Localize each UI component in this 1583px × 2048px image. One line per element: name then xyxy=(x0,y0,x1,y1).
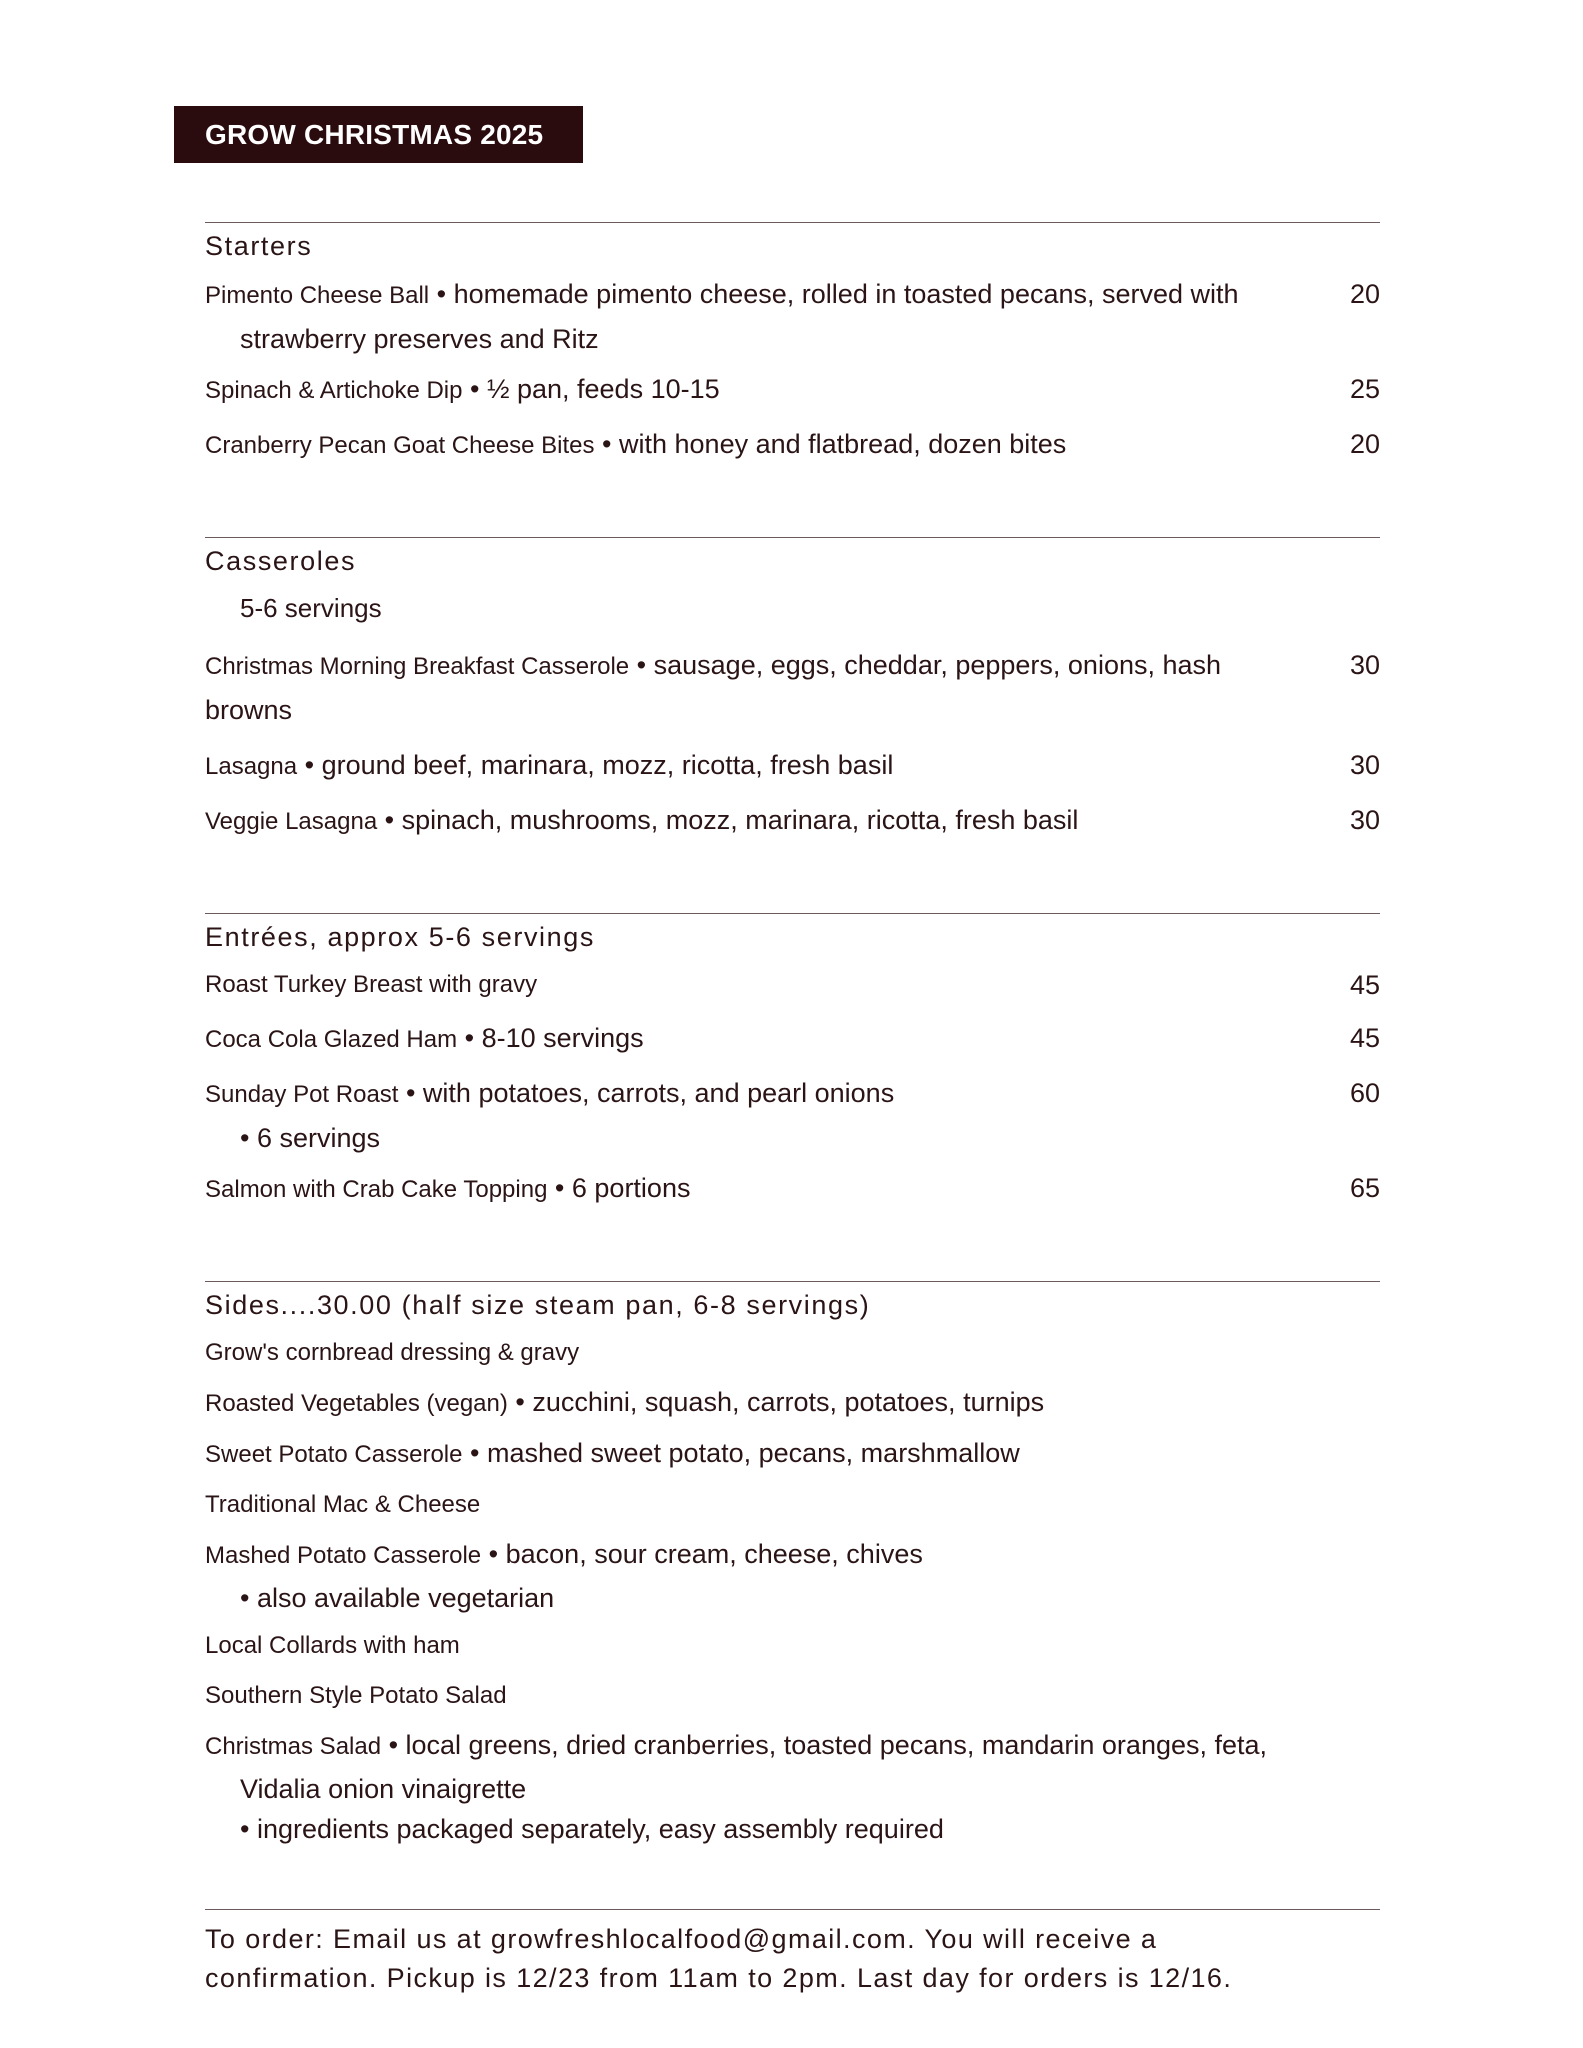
menu-item: Mashed Potato Casserole • bacon, sour cream, cheese, chives • also available vegetarian xyxy=(205,1535,1380,1618)
item-description: homemade pimento cheese, rolled in toasted pecans, served with xyxy=(453,279,1239,309)
item-description: sausage, eggs, cheddar, peppers, onions, hash browns xyxy=(205,650,1222,725)
item-description: ground beef, marinara, mozz, ricotta, fresh basil xyxy=(321,750,894,780)
item-description: spinach, mushrooms, mozz, marinara, ricotta, fresh basil xyxy=(401,805,1079,835)
item-description: with honey and flatbread, dozen bites xyxy=(619,429,1067,459)
menu-item: Salmon with Crab Cake Topping • 6 portions 65 xyxy=(205,1168,1380,1213)
item-description: mashed sweet potato, pecans, marshmallow xyxy=(486,1438,1020,1468)
item-price: 30 xyxy=(1349,750,1380,780)
item-description: 8-10 servings xyxy=(481,1023,644,1053)
item-extra: Vidalia onion vinaigrette xyxy=(240,1774,527,1804)
item-name: Veggie Lasagna xyxy=(205,808,378,835)
item-name: Roasted Vegetables (vegan) xyxy=(205,1390,508,1417)
menu-item: Cranberry Pecan Goat Cheese Bites • with honey and flatbread, dozen bites 20 xyxy=(205,424,1380,469)
item-name: Lasagna xyxy=(205,753,298,780)
menu-item xyxy=(205,1485,1380,1527)
item-price: 45 xyxy=(1349,1023,1380,1053)
item-name: Sunday Pot Roast xyxy=(205,1081,399,1108)
menu-item xyxy=(205,965,1380,1008)
item-description: with potatoes, carrots, and pearl onions xyxy=(422,1078,895,1108)
item-name: Grow's cornbread dressing & gravy xyxy=(205,1339,580,1366)
item-extra: strawberry preserves and Ritz xyxy=(240,324,599,354)
item-extra: • 6 servings xyxy=(240,1123,381,1153)
menu-item: Pimento Cheese Ball • homemade pimento cheese, rolled in toasted pecans, served with strawberry preserves and Ritz 20 xyxy=(205,274,1380,359)
section-starters xyxy=(205,222,1380,469)
menu-item xyxy=(205,1333,1380,1375)
menu-item: Sweet Potato Casserole • mashed sweet potato, pecans, marshmallow xyxy=(205,1438,1020,1468)
item-name: Christmas Morning Breakfast Casserole xyxy=(205,653,630,680)
item-extra: • ingredients packaged separately, easy assembly required xyxy=(240,1814,944,1844)
item-name: Southern Style Potato Salad xyxy=(205,1682,507,1709)
item-price: 20 xyxy=(1349,429,1380,459)
item-extra: • also available vegetarian xyxy=(240,1583,555,1613)
menu-item xyxy=(205,1676,1380,1718)
menu-item: Veggie Lasagna • spinach, mushrooms, mozz, marinara, ricotta, fresh basil 30 xyxy=(205,800,1380,845)
item-price: 45 xyxy=(1349,970,1380,1000)
item-description: local greens, dried cranberries, toasted pecans, mandarin oranges, feta, xyxy=(405,1730,1268,1760)
menu-item: Sunday Pot Roast • with potatoes, carrots, and pearl onions • 6 servings 60 xyxy=(205,1073,1380,1158)
item-name: Traditional Mac & Cheese xyxy=(205,1491,481,1518)
menu-item: Lasagna • ground beef, marinara, mozz, ricotta, fresh basil 30 xyxy=(205,745,1380,790)
order-note-line: confirmation. Pickup is 12/23 from 11am to 2pm. Last day for orders is 12/16. xyxy=(205,1963,1233,1993)
menu-item: Roasted Vegetables (vegan) • zucchini, squash, carrots, potatoes, turnips xyxy=(205,1387,1045,1417)
section-title: Starters xyxy=(205,231,313,261)
section-sides xyxy=(205,1281,1380,1849)
item-description: ½ pan, feeds 10-15 xyxy=(486,374,720,404)
item-price: 20 xyxy=(1349,279,1380,309)
menu-item: Christmas Morning Breakfast Casserole • sausage, eggs, cheddar, peppers, onions, hash browns 30 xyxy=(205,645,1380,735)
section-note: 5-6 servings xyxy=(240,593,382,623)
menu-content xyxy=(205,222,1380,1998)
item-name: Local Collards with ham xyxy=(205,1632,460,1659)
order-instructions xyxy=(205,1909,1380,1998)
menu-item xyxy=(205,1626,1380,1668)
item-price: 25 xyxy=(1349,374,1380,404)
menu-title: GROW CHRISTMAS 2025 xyxy=(174,106,583,163)
menu-item: Coca Cola Glazed Ham • 8-10 servings 45 xyxy=(205,1018,1380,1063)
menu-item: Christmas Salad • local greens, dried cranberries, toasted pecans, mandarin oranges, feta, Vidalia onion vinaigrette • ingredients packaged separately, easy assembly required xyxy=(205,1726,1380,1849)
item-price: 30 xyxy=(1349,650,1380,680)
order-note-line: To order: Email us at growfreshlocalfood@gmail.com. You will receive a xyxy=(205,1924,1158,1954)
section-entrees xyxy=(205,913,1380,1213)
item-price: 30 xyxy=(1349,805,1380,835)
item-name: Coca Cola Glazed Ham xyxy=(205,1026,458,1053)
section-title: Sides....30.00 (half size steam pan, 6-8 servings) xyxy=(205,1290,871,1320)
item-name: Cranberry Pecan Goat Cheese Bites xyxy=(205,432,595,459)
item-name: Spinach & Artichoke Dip xyxy=(205,377,463,404)
item-name: Salmon with Crab Cake Topping xyxy=(205,1176,548,1203)
item-name: Pimento Cheese Ball xyxy=(205,282,430,309)
item-description: bacon, sour cream, cheese, chives xyxy=(505,1539,923,1569)
item-price: 60 xyxy=(1349,1078,1380,1108)
menu-item: Spinach & Artichoke Dip • ½ pan, feeds 10-15 25 xyxy=(205,369,1380,414)
section-title: Casseroles xyxy=(205,546,357,576)
item-description: zucchini, squash, carrots, potatoes, turnips xyxy=(532,1387,1045,1417)
item-name: Roast Turkey Breast with gravy xyxy=(205,971,538,998)
item-description: 6 portions xyxy=(571,1173,691,1203)
section-title: Entrées, approx 5-6 servings xyxy=(205,922,595,952)
item-price: 65 xyxy=(1349,1173,1380,1203)
item-name: Christmas Salad xyxy=(205,1733,382,1760)
item-name: Mashed Potato Casserole xyxy=(205,1542,482,1569)
section-casseroles xyxy=(205,537,1380,845)
item-name: Sweet Potato Casserole xyxy=(205,1441,463,1468)
